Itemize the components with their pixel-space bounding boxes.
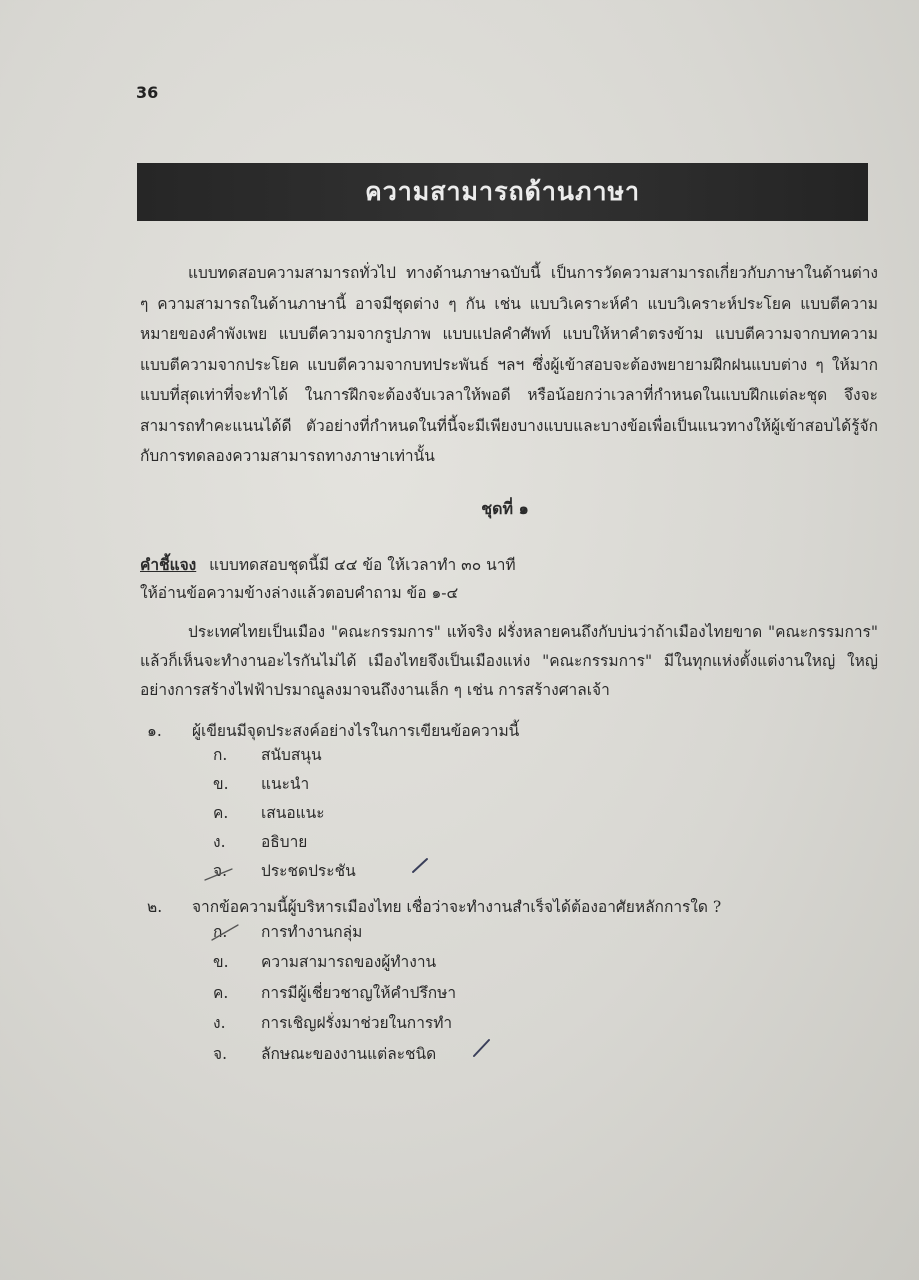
answer-tick-mark bbox=[474, 1040, 489, 1056]
question-1-choices bbox=[213, 740, 356, 885]
choice-text: การมีผู้เชี่ยวชาญให้คำปรึกษา bbox=[261, 983, 457, 1002]
section-title-bar bbox=[137, 163, 868, 221]
choice-text: การเชิญฝรั่งมาช่วยในการทำ bbox=[261, 1014, 453, 1033]
choice-text: เสนอแนะ bbox=[261, 804, 325, 822]
choice-item bbox=[213, 1008, 456, 1039]
set-heading: ชุดที่ ๑ bbox=[481, 499, 529, 518]
question-number: ๒. bbox=[147, 898, 163, 916]
choice-item bbox=[213, 977, 456, 1008]
choice-item bbox=[213, 856, 356, 885]
choice-letter: จ. bbox=[213, 1044, 228, 1063]
instructions-text-1: แบบทดสอบชุดนี้มี ๔๔ ข้อ ให้เวลาทำ ๓๐ นาที bbox=[209, 556, 516, 574]
question-text: ผู้เขียนมีจุดประสงค์อย่างไรในการเขียนข้อความนี้ bbox=[191, 722, 520, 740]
choice-letter: จ. bbox=[213, 862, 228, 880]
choice-item bbox=[213, 1038, 456, 1069]
intro-paragraph: แบบทดสอบความสามารถทั่วไป ทางด้านภาษาฉบับนี้ เป็นการวัดความสามารถเกี่ยวกับภาษาในด้านต่าง ๆ ความสามารถในด้านภาษานี้ อาจมีชุดต่าง ๆ กัน เช่น แบบวิเคราะห์คำ แบบวิเคราะห์ประโยค แบบตีความหมายของคำพังเพย แบบตีความจากรูปภาพ แบบแปลคำศัพท์ แบบให้หาคำตรงข้าม แบบตีความจากบทความ แบบตีความจากประโยค แบบตีความจากบทประพันธ์ ฯลฯ ซึ่งผู้เข้าสอบจะต้องพยายามฝึกฝนแบบต่าง ๆ ให้มากแบบที่สุดเท่าที่จะทำได้ ในการฝึกจะต้องจับเวลาให้พอดี หรือน้อยกว่าเวลาที่กำหนดในแบบฝึกแต่ละชุด จึงจะสามารถทำคะแนนได้ดี ตัวอย่างที่กำหนดในที่นี้จะมีเพียงบางแบบและบางข้อเพื่อเป็นแนวทางให้ผู้เข้าสอบได้รู้จักกับการทดลองความสามารถทางภาษาเท่านั้น bbox=[140, 264, 878, 465]
choice-text: แนะนำ bbox=[261, 775, 310, 793]
question-number: ๑. bbox=[147, 722, 162, 740]
choice-letter: ข. bbox=[213, 953, 229, 972]
choice-letter: ก. bbox=[213, 922, 228, 941]
section-title: ความสามารถด้านภาษา bbox=[364, 177, 641, 206]
answer-tick-mark bbox=[413, 859, 427, 872]
reading-passage: ประเทศไทยเป็นเมือง "คณะกรรมการ" แท้จริง ฝรั่งหลายคนถึงกับบ่นว่าถ้าเมืองไทยขาด "คณะกรรมการ" แล้วก็เห็นจะทำงานอะไรกันไม่ได้ เมืองไทยจึงเป็นเมืองแห่ง "คณะกรรมการ" มีในทุกแห่งตั้งแต่งานใหญ่ ใหญ่อย่างการสร้างไฟฟ้าปรมาณูลงมาจนถึงงานเล็ก ๆ เช่น การสร้างศาลเจ้า bbox=[140, 623, 878, 699]
question-2-choices bbox=[213, 916, 456, 1069]
choice-letter: ข. bbox=[213, 775, 229, 793]
choice-text: การทำงานกลุ่ม bbox=[261, 922, 363, 941]
choice-item bbox=[213, 769, 356, 798]
choice-text: ลักษณะของงานแต่ละชนิด bbox=[261, 1044, 437, 1063]
instructions-line-2: ให้อ่านข้อความข้างล่างแล้วตอบคำถาม ข้อ ๑-๔ bbox=[140, 584, 459, 602]
choice-item bbox=[213, 827, 356, 856]
instructions-label: คำชี้แจง bbox=[140, 555, 197, 574]
choice-letter: ง. bbox=[213, 1014, 226, 1033]
choice-item bbox=[213, 798, 356, 827]
choice-text: ประชดประชัน bbox=[261, 862, 356, 880]
choice-text: ความสามารถของผู้ทำงาน bbox=[261, 953, 437, 972]
choice-letter: ง. bbox=[213, 833, 226, 851]
choice-letter: ก. bbox=[213, 746, 228, 764]
question-text: จากข้อความนี้ผู้บริหารเมืองไทย เชื่อว่าจะทำงานสำเร็จได้ต้องอาศัยหลักการใด ? bbox=[191, 898, 722, 916]
instructions-line-1 bbox=[140, 551, 840, 579]
choice-text: อธิบาย bbox=[261, 833, 308, 851]
page-number: 36 bbox=[136, 83, 159, 102]
instructions bbox=[140, 551, 840, 607]
choice-item bbox=[213, 947, 456, 978]
choice-text: สนับสนุน bbox=[261, 746, 322, 764]
choice-item bbox=[213, 740, 356, 769]
choice-letter: ค. bbox=[213, 983, 229, 1002]
choice-letter: ค. bbox=[213, 804, 229, 822]
choice-item bbox=[213, 916, 456, 947]
